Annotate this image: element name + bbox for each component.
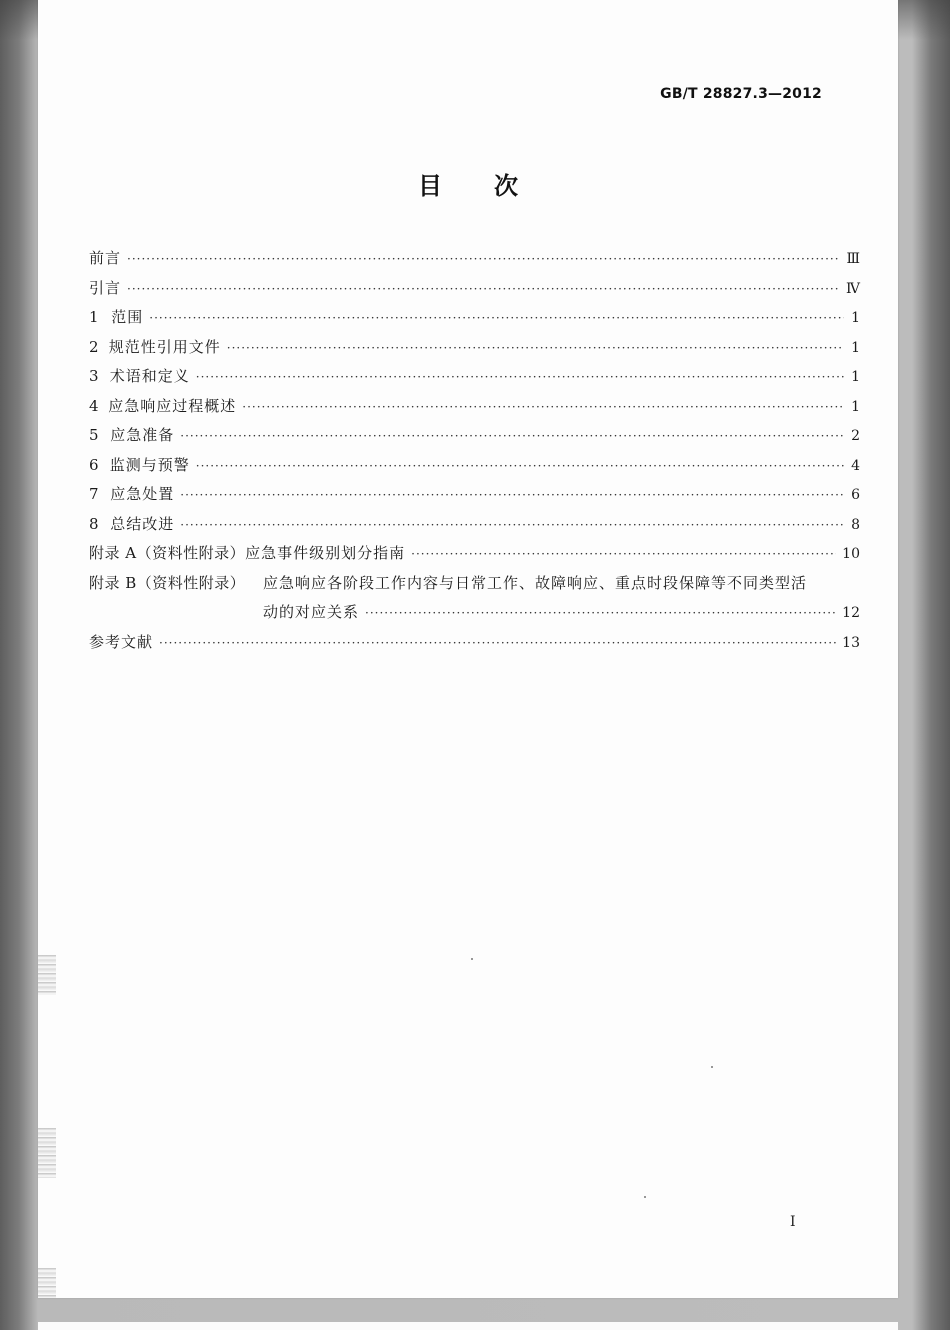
leader-dots <box>180 511 844 541</box>
toc-entry-page: 2 <box>851 428 860 444</box>
toc-entry-label: 应急处置 <box>110 485 175 503</box>
toc-entry-number: 2 <box>89 337 99 356</box>
toc-entry-number: 6 <box>89 455 99 474</box>
toc-entry-label: 总结改进 <box>110 514 175 533</box>
scan-speck <box>711 1066 713 1068</box>
toc-entry-introduction[interactable] <box>89 274 860 304</box>
toc-entry-page: 1 <box>851 398 860 415</box>
toc-entry-number: 7 <box>89 485 99 503</box>
leader-dots <box>411 540 836 570</box>
toc-entry-label: 前言 <box>89 249 122 267</box>
toc-entry-label: 监测与预警 <box>109 455 190 474</box>
next-page-edge <box>38 1322 898 1330</box>
leader-dots <box>159 629 836 659</box>
scan-edge-noise <box>38 955 56 995</box>
document-page <box>38 0 898 1298</box>
toc-entry-label: 规范性引用文件 <box>108 337 221 356</box>
toc-entry-references[interactable] <box>89 628 860 658</box>
toc-entry-label: 参考文献 <box>89 632 154 651</box>
toc-entry-page: 4 <box>851 457 860 474</box>
toc-entry-number: 4 <box>89 396 99 415</box>
toc-entry-label: 范围 <box>111 308 144 326</box>
page-title: 目次 <box>418 172 570 200</box>
toc-entry-1[interactable] <box>89 303 860 333</box>
scan-speck <box>471 958 473 960</box>
toc-entry-annex-a[interactable] <box>89 539 860 569</box>
toc-entry-page: 1 <box>851 339 860 356</box>
toc-entry-8[interactable] <box>89 510 860 540</box>
toc-entry-page: 8 <box>851 516 860 533</box>
scan-edge-noise <box>38 1128 56 1178</box>
leader-dots <box>365 599 836 629</box>
toc-entry-number: 8 <box>89 514 99 533</box>
leader-dots <box>196 363 844 393</box>
leader-dots <box>180 422 844 452</box>
toc-entry-number: 3 <box>89 367 99 385</box>
toc-entry-page: Ⅲ <box>846 251 860 267</box>
annex-label: 附录 B（资料性附录） <box>89 573 246 592</box>
toc-entry-7[interactable] <box>89 480 860 510</box>
annex-title-line1: 应急响应各阶段工作内容与日常工作、故障响应、重点时段保障等不同类型活 <box>263 573 808 592</box>
toc-entry-2[interactable] <box>89 333 860 363</box>
leader-dots <box>127 275 840 305</box>
toc-entry-4[interactable] <box>89 392 860 422</box>
toc-entry-3[interactable] <box>89 362 860 392</box>
annex-label: 附录 A（资料性附录） <box>89 544 246 562</box>
toc-entry-page: 13 <box>842 634 860 651</box>
toc-entry-number: 1 <box>89 308 99 326</box>
toc-entry-annex-b[interactable] <box>89 569 860 599</box>
toc-entry-page: 6 <box>851 487 860 503</box>
standard-number: GB/T 28827.3—2012 <box>660 86 822 102</box>
leader-dots <box>180 481 844 511</box>
toc-entry-label: 术语和定义 <box>109 367 190 385</box>
leader-dots <box>196 452 844 482</box>
annex-title-line2: 动的对应关系 <box>263 603 360 621</box>
leader-dots <box>227 334 844 364</box>
toc-entry-page: 1 <box>851 369 860 385</box>
leader-dots <box>127 245 840 275</box>
toc-entry-label: 引言 <box>89 278 122 297</box>
toc-entry-number: 5 <box>89 426 99 444</box>
toc-entry-5[interactable] <box>89 421 860 451</box>
toc-entry-page: Ⅳ <box>846 280 860 297</box>
scan-edge-noise <box>38 1268 56 1298</box>
page-number: I <box>790 1214 796 1230</box>
toc-entry-page: 12 <box>842 605 860 621</box>
toc-entry-label: 应急响应过程概述 <box>108 396 237 415</box>
toc-entry-label: 应急准备 <box>110 426 175 444</box>
toc-entry-annex-b-continued[interactable] <box>89 598 860 628</box>
annex-title: 应急事件级别划分指南 <box>245 544 406 562</box>
table-of-contents <box>89 244 860 657</box>
scan-speck <box>644 1196 646 1198</box>
toc-entry-6[interactable] <box>89 451 860 481</box>
toc-entry-foreword[interactable] <box>89 244 860 274</box>
leader-dots <box>242 393 844 423</box>
toc-entry-page: 10 <box>842 546 860 562</box>
toc-entry-page: 1 <box>851 310 860 326</box>
leader-dots <box>149 304 844 334</box>
